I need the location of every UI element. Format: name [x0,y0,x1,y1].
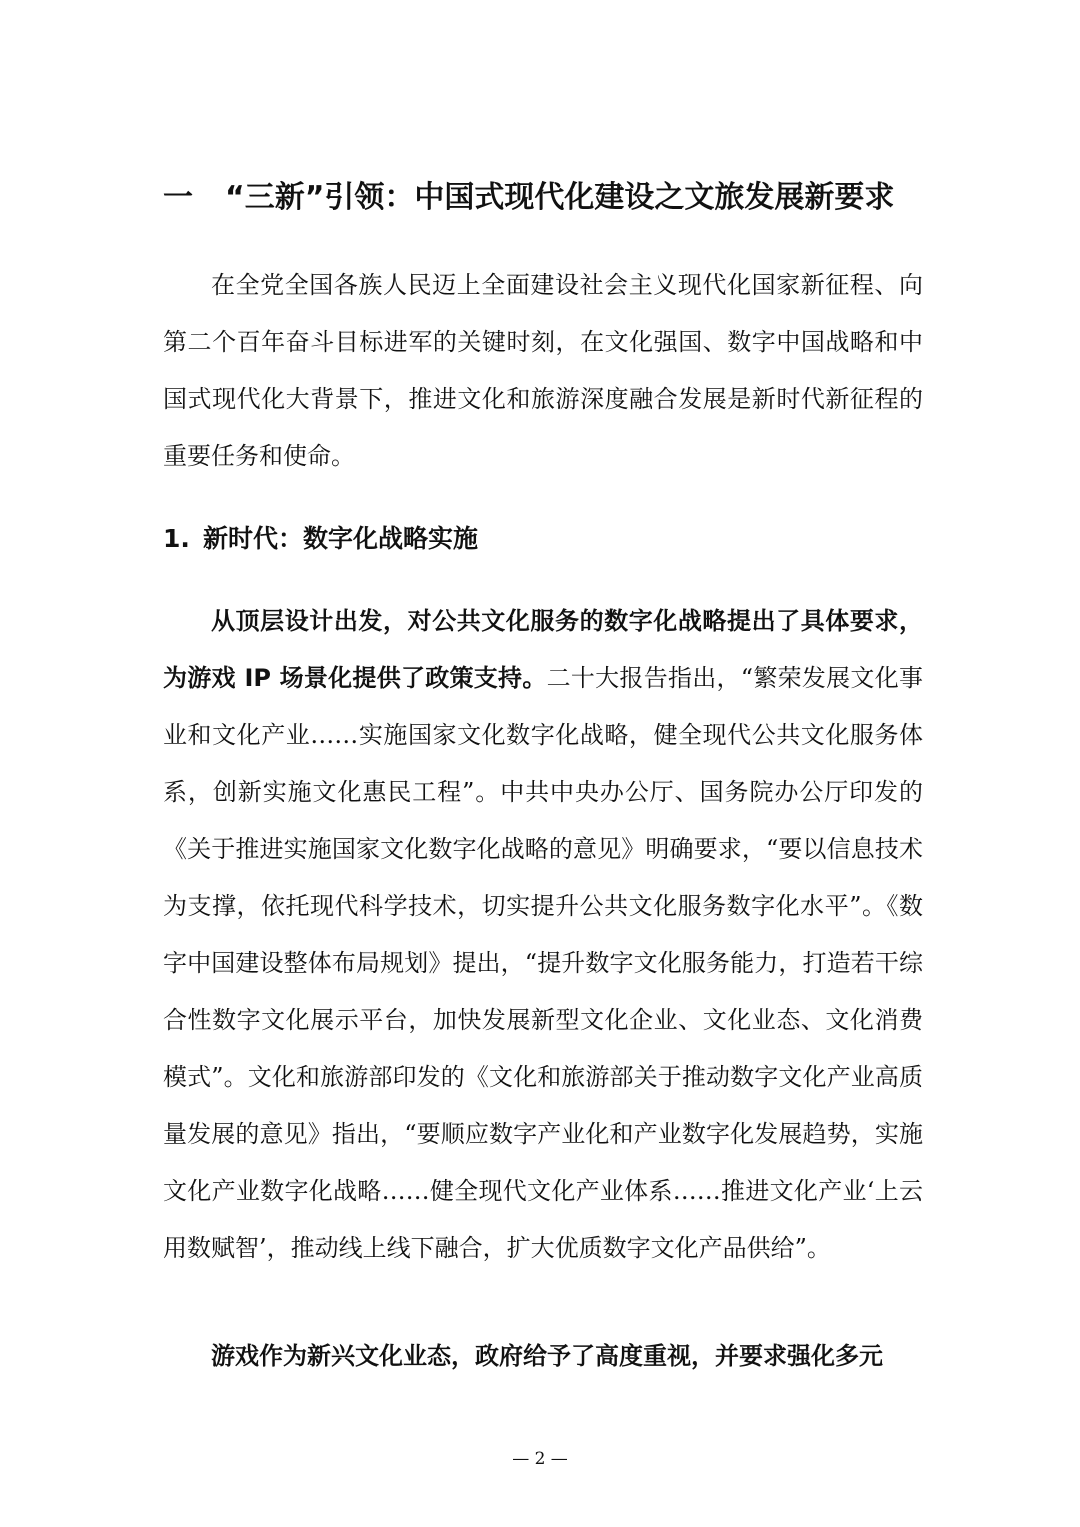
section-title: 新时代：数字化战略实施 [203,524,479,553]
page-number: — 2 — [512,1449,568,1469]
chapter-number: 一 [163,180,193,215]
intro-paragraph: 在全党全国各族人民迈上全面建设社会主义现代化国家新征程、向第二个百年奋斗目标进军的关键时刻，在文化强国、数字中国战略和中国式现代化大背景下，推进文化和旅游深度融合发展是新时代新征程的重要任务和使命。 [163,271,923,470]
chapter-title: “三新”引领：中国式现代化建设之文旅发展新要求 [225,180,895,215]
section-number: 1. [163,524,190,553]
section-heading [163,510,923,567]
games-paragraph-bold: 游戏作为新兴文化业态，政府给予了高度重视，并要求强化多元 [211,1342,883,1370]
paragraph-lead-bold: 从顶层设计出发，对公共文化服务的数字化战略提出了具体要求，为游戏 IP 场景化提供了政策支持。 [163,607,923,692]
chapter-heading [163,170,923,226]
paragraph-body: 二十大报告指出，“繁荣发展文化事业和文化产业……实施国家文化数字化战略，健全现代公共文化服务体系，创新实施文化惠民工程”。中共中央办公厅、国务院办公厅印发的《关于推进实施国家文化数字化战略的意见》明确要求，“要以信息技术为支撑，依托现代科学技术，切实提升公共文化服务数字化水平”。《数字中国建设整体布局规划》提出，“提升数字文化服务能力，打造若干综合性数字文化展示平台，加快发展新型文化企业、文化业态、文化消费模式”。文化和旅游部印发的《文化和旅游部关于推动数字文化产业高质量发展的意见》指出，“要顺应数字产业化和产业数字化发展趋势，实施文化产业数字化战略……健全现代文化产业体系……推进文化产业‘上云用数赋智’，推动线上线下融合，扩大优质数字文化产品供给”。 [163,664,923,1262]
policy-paragraph [163,593,923,1277]
games-paragraph [163,1328,923,1385]
